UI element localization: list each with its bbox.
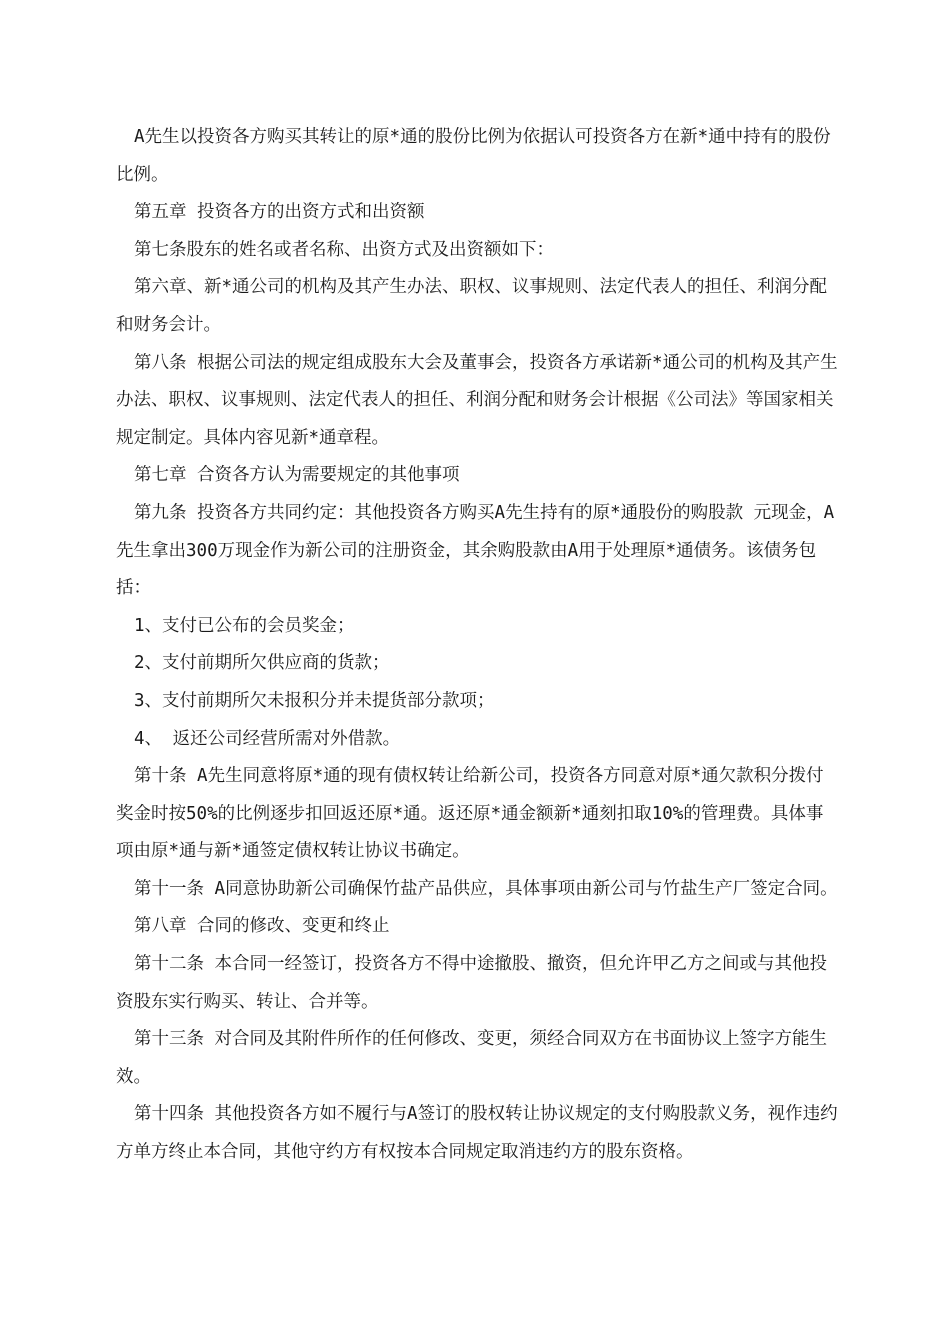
article-10: 第十条 A先生同意将原*通的现有债权转让给新公司，投资各方同意对原*通欠款积分拨付奖金时按50%的比例逐步扣回返还原*通。返还原*通金额新*通刻扣取10%的管理费。具体事项由原*通与新*通签定债权转让协议书确定。 <box>116 766 824 862</box>
list-item-1: 1、支付已公布的会员奖金； <box>134 615 355 636</box>
article-12: 第十二条 本合同一经签订，投资各方不得中途撤股、撤资，但允许甲乙方之间或与其他投资股东实行购买、转让、合并等。 <box>116 954 828 1012</box>
article-14: 第十四条 其他投资各方如不履行与A签订的股权转让协议规定的支付购股款义务，视作违约方单方终止本合同，其他守约方有权按本合同规定取消违约方的股东资格。 <box>116 1104 838 1163</box>
document-body <box>116 119 838 1172</box>
article-9: 第九条 投资各方共同约定：其他投资各方购买A先生持有的原*通股份的购股款 元现金，A先生拿出300万现金作为新公司的注册资金，其余购股款由A用于处理原*通债务。该债务包括： <box>116 502 835 599</box>
chapter-5-heading: 第五章 投资各方的出资方式和出资额 <box>134 202 425 223</box>
list-item-4: 4、 返还公司经营所需对外借款。 <box>134 728 401 749</box>
article-7: 第七条股东的姓名或者名称、出资方式及出资额如下： <box>134 239 554 260</box>
list-item-3: 3、支付前期所欠未报积分并未提货部分款项； <box>134 690 495 711</box>
article-13: 第十三条 对合同及其附件所作的任何修改、变更，须经合同双方在书面协议上签字方能生效。 <box>116 1029 828 1087</box>
list-item-2: 2、支付前期所欠供应商的货款； <box>134 653 390 674</box>
article-8: 第八条 根据公司法的规定组成股东大会及董事会，投资各方承诺新*通公司的机构及其产生办法、职权、议事规则、法定代表人的担任、利润分配和财务会计根据《公司法》等国家相关规定制定。具体内容见新*通章程。 <box>116 352 838 448</box>
chapter-6-heading: 第六章、新*通公司的机构及其产生办法、职权、议事规则、法定代表人的担任、利润分配和财务会计。 <box>116 277 828 335</box>
paragraph-share-ratio: A先生以投资各方购买其转让的原*通的股份比例为依据认可投资各方在新*通中持有的股份比例。 <box>116 127 831 185</box>
chapter-7-heading: 第七章 合资各方认为需要规定的其他事项 <box>134 465 460 486</box>
chapter-8-heading: 第八章 合同的修改、变更和终止 <box>134 916 390 937</box>
article-11: 第十一条 A同意协助新公司确保竹盐产品供应，具体事项由新公司与竹盐生产厂签定合同。 <box>134 878 838 899</box>
